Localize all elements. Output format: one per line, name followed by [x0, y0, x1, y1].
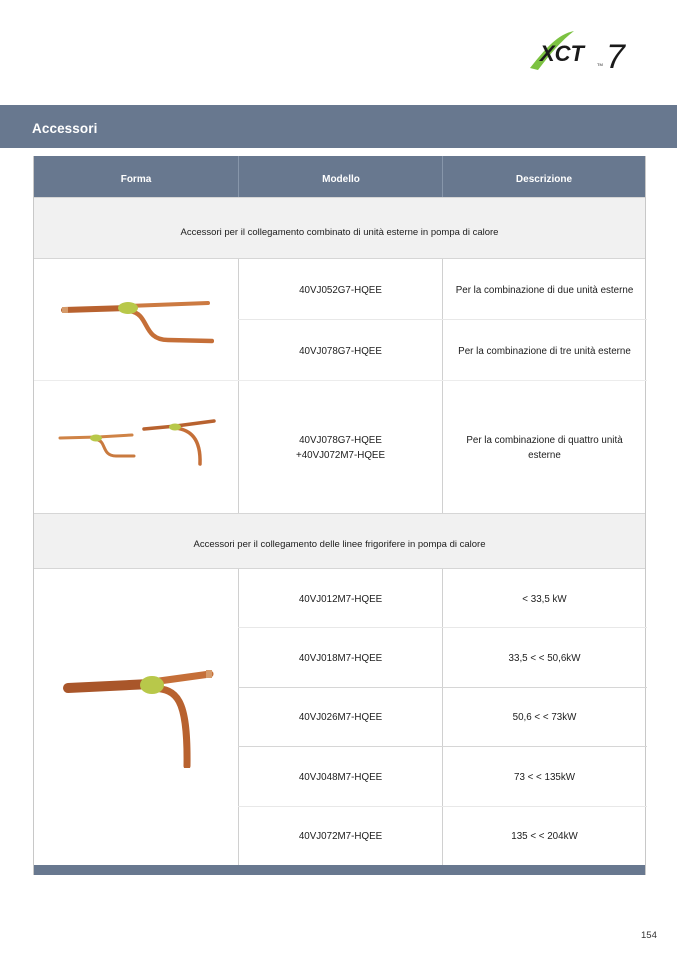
logo-number: 7 — [606, 38, 625, 74]
description-line-1: Per la combinazione di quattro unità — [466, 435, 623, 446]
y-branch-joint-image — [58, 292, 214, 350]
table-row-description: Per la combinazione di tre unità esterne — [458, 345, 631, 357]
table-row-description: 33,5 < < 50,6kW — [508, 652, 581, 664]
table-row-description: Per la combinazione di due unità esterne — [455, 284, 634, 296]
table-row-model: 40VJ026M7-HQEE — [298, 712, 383, 723]
table-row-model — [239, 382, 442, 514]
brand-logo — [528, 28, 634, 74]
group-title-combined: Accessori per il collegamento combinato di unità esterne in pompa di calore — [34, 197, 645, 259]
group-title-refrigerant: Accessori per il collegamento delle linee frigorifere in pompa di calore — [34, 513, 645, 569]
description-line-2: esterne — [528, 450, 561, 461]
table-row-model: 40VJ072M7-HQEE — [298, 830, 383, 842]
table-row-model: 40VJ012M7-HQEE — [298, 593, 383, 605]
logo-tm: TM — [597, 62, 603, 67]
model-line-2: +40VJ072M7-HQEE — [295, 450, 386, 461]
accessories-table — [33, 156, 646, 875]
model-line-1: 40VJ078G7-HQEE — [299, 435, 382, 446]
table-row-model: 40VJ078G7-HQEE — [299, 345, 382, 357]
table-row-description: 135 < < 204kW — [511, 830, 578, 842]
table-row-description: 73 < < 135kW — [514, 771, 575, 783]
logo-text: XCT — [540, 41, 584, 66]
header-model: Modello — [322, 174, 360, 185]
table-row-model: 40VJ048M7-HQEE — [298, 771, 383, 783]
table-footer-bar — [34, 865, 645, 875]
refnet-joint-image — [60, 662, 220, 768]
header-form: Forma — [120, 174, 152, 185]
section-bar — [0, 105, 677, 148]
table-row-description: < 33,5 kW — [522, 593, 567, 605]
four-unit-joint-image — [58, 416, 218, 466]
table-row-description — [443, 382, 646, 514]
table-header — [34, 156, 645, 197]
table-row-model: 40VJ052G7-HQEE — [299, 284, 382, 296]
table-row-description: 50,6 < < 73kW — [512, 712, 577, 723]
section-title: Accessori — [32, 121, 98, 136]
header-description: Descrizione — [515, 174, 573, 185]
table-row-model: 40VJ018M7-HQEE — [298, 652, 383, 664]
page-number: 154 — [641, 930, 657, 941]
